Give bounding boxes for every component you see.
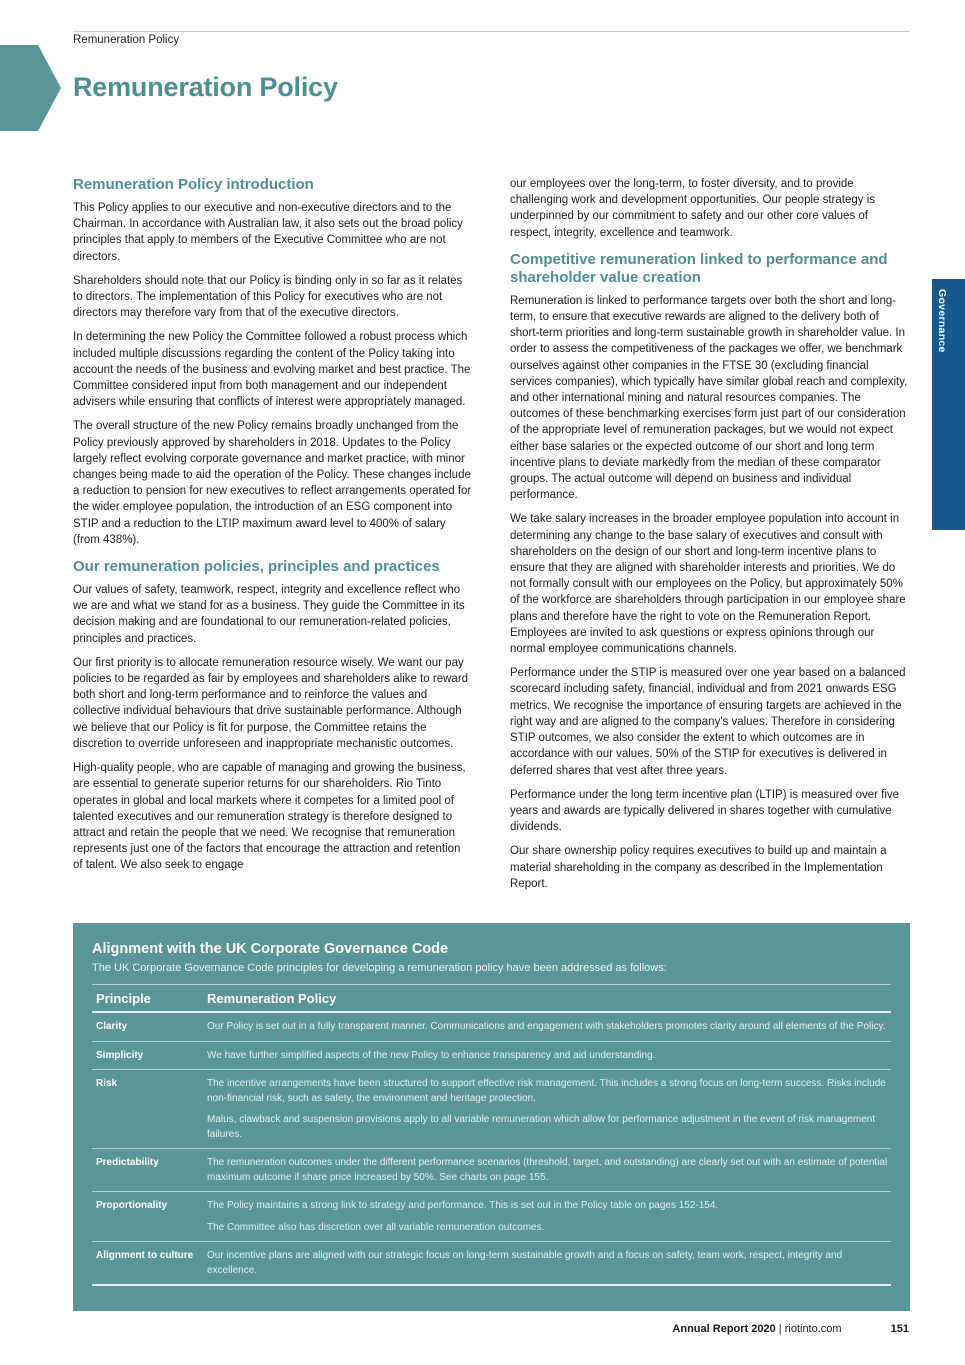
policy-cell: The incentive arrangements have been structured to support effective risk management. This includes a strong focus on long-term success. Risks include non-financial risk, such as safety, the environment and heritage protection.	[207, 1078, 886, 1104]
section-heading: Competitive remuneration linked to performance and shareholder value creation	[510, 250, 888, 286]
policy-cell-extra: The Committee also has discretion over all variable remuneration outcomes.	[207, 1221, 545, 1233]
principle-cell: Risk	[96, 1078, 118, 1089]
principle-cell: Alignment to culture	[96, 1250, 194, 1261]
footer-report-title: Annual Report 2020	[672, 1323, 776, 1335]
header-rule	[73, 31, 910, 32]
paragraph: Shareholders should note that our Policy is binding only in so far as it relates to directors. The implementation of this Policy for executives who are not directors may therefore vary from that of the executive directors.	[73, 274, 463, 320]
policy-cell-extra: Malus, clawback and suspension provisions apply to all variable remuneration which allow for performance adjustment in the event of risk management failures.	[207, 1114, 876, 1140]
table-row	[92, 1192, 891, 1242]
paragraph: In determining the new Policy the Committee followed a robust process which included multiple discussions regarding the content of the Policy taking into account the needs of the business and evolving market and best practice. The Committee considered input from both management and our independent advisers while ensuring that conflicts of interest were appropriately managed.	[73, 331, 471, 409]
paragraph: Our values of safety, teamwork, respect, integrity and excellence reflect who we are and what we stand for as a business. They guide the Committee in its decision making and are foundational to our remuneration-related policies, principles and practices.	[73, 584, 465, 645]
section-tab-governance[interactable]	[932, 279, 965, 530]
box-title: Alignment with the UK Corporate Governance Code	[92, 941, 449, 957]
principle-cell: Simplicity	[96, 1049, 144, 1061]
policy-cell: Our incentive plans are aligned with our strategic focus on long-term sustainable growth and a focus on safety, team work, respect, integrity and excellence.	[207, 1250, 843, 1276]
table-row	[92, 1042, 891, 1071]
page-footer	[672, 1323, 909, 1335]
policy-cell: The Policy maintains a strong link to strategy and performance. This is set out in the Policy table on pages 152-154.	[207, 1200, 719, 1211]
chevron-marker-icon	[0, 45, 61, 131]
column-header-principle: Principle	[96, 991, 151, 1006]
paragraph: The overall structure of the new Policy remains broadly unchanged from the Policy previously approved by shareholders in 2018. Updates to the Policy largely reflect evolving corporate governance and market practice, with minor changes being made to aid the operation of the Policy. These changes include a reduction to pension for new executives to reflect arrangements operated for the wider employee population, the introduction of an ESG component into STIP and a reduction to the LTIP maximum award level to 400% of salary (from 438%).	[73, 420, 472, 546]
table-row	[92, 1013, 891, 1042]
section-heading: Remuneration Policy introduction	[73, 176, 314, 193]
principle-cell: Predictability	[96, 1157, 159, 1168]
paragraph: Our share ownership policy requires executives to build up and maintain a material shareholding in the company as described in the Implementation Report.	[510, 845, 887, 890]
section-heading: Our remuneration policies, principles and practices	[73, 558, 440, 576]
paragraph: Performance under the STIP is measured over one year based on a balanced scorecard including safety, financial, individual and from 2021 onwards ESG metrics. We recognise the importance of ensuring targets are achieved in the right way and are aligned to the company's values. Therefore in considering STIP outcomes, we also consider the extent to which outcomes are in accordance with our values. 50% of the STIP for executives is delivered in deferred shares that vest after three years.	[510, 667, 906, 777]
column-header-policy: Remuneration Policy	[207, 991, 337, 1006]
paragraph: our employees over the long-term, to foster diversity, and to provide challenging work and development opportunities. Our people strategy is underpinned by our commitment to safety and our other core values of respect, integrity, excellence and teamwork.	[510, 178, 876, 239]
table-row	[92, 1149, 891, 1192]
table-row	[92, 1070, 891, 1149]
box-intro: The UK Corporate Governance Code principles for developing a remuneration policy have been addressed as follows:	[92, 962, 667, 974]
principles-table	[92, 984, 891, 1286]
left-column	[73, 176, 473, 874]
right-column	[510, 176, 910, 892]
table-header-row	[92, 985, 891, 1013]
page-number: 151	[890, 1323, 909, 1335]
paragraph: We take salary increases in the broader employee population into account in determining any change to the base salary of executives and consult with shareholders on the design of our short and long-term incentive plans to ensure that they are aligned with shareholder interests and priorities. We do not formally consult with our employees on the Policy, but approximately 50% of the workforce are shareholders through participation in our employee share plans and therefore have the right to vote on the Remuneration Report. Employees are invited to ask questions or express opinions through our normal employee communications channels.	[510, 513, 906, 656]
principle-cell: Proportionality	[96, 1200, 168, 1211]
running-head: Remuneration Policy	[73, 34, 180, 46]
section-tab-label: Governance	[936, 289, 948, 353]
paragraph: Performance under the long term incentive plan (LTIP) is measured over five years and awards are typically delivered in shares together with cumulative dividends.	[510, 788, 900, 834]
table-row	[92, 1242, 891, 1286]
paragraph: Our first priority is to allocate remuneration resource wisely. We want our pay policies to be regarded as fair by employees and shareholders alike to reward both short and long-term performance and to reinforce the values and collective individual behaviours that drive sustainable performance. Although we believe that our Policy is fit for purpose, the Committee retains the discretion to override unforeseen and inappropriate mechanistic outcomes.	[73, 656, 469, 750]
paragraph: This Policy applies to our executive and non-executive directors and to the Chairman. In accordance with Australian law, it also sets out the broad policy principles that apply to members of the Executive Committee who are not directors.	[73, 202, 463, 263]
policy-cell: The remuneration outcomes under the different performance scenarios (threshold, target, and outstanding) are clearly set out with an estimate of potential maximum outcome if share price increased by 50%. See charts on page 155.	[207, 1157, 888, 1183]
paragraph: Remuneration is linked to performance targets over both the short and long-term, to ensure that executive rewards are aligned to the delivery both of short-term priorities and long-term sustainable growth in shareholder value. In order to assess the competitiveness of the packages we offer, we benchmark ourselves against other companies in the FTSE 30 (excluding financial services companies), which typically have similar global reach and complexity, and other international mining and natural resources companies. The outcomes of these benchmarking exercises form just part of our consideration of the appropriate level of remuneration packages, but we would not expect either base salaries or the expected outcome of our short and long term incentive plans to deviate markedly from the median of these comparator groups. The actual outcome will depend on business and individual performance.	[510, 294, 908, 502]
footer-site-link[interactable]: riotinto.com	[784, 1323, 842, 1335]
footer-separator: |	[778, 1323, 782, 1335]
policy-cell: Our Policy is set out in a fully transparent manner. Communications and engagement with stakeholders promotes clarity around all elements of the Policy.	[207, 1021, 886, 1032]
paragraph: High-quality people, who are capable of managing and growing the business, are essential to generate superior returns for our shareholders. Rio Tinto operates in global and local markets where it competes for a limited pool of talented executives and our remuneration strategy is therefore designed to attract and retain the people that we need. We recognise that remuneration represents just one of the factors that encourage the attraction and retention of talent. We also seek to engage	[73, 762, 466, 872]
page-title: Remuneration Policy	[73, 72, 338, 102]
governance-code-box	[73, 923, 910, 1311]
policy-cell: We have further simplified aspects of the new Policy to enhance transparency and aid understanding.	[207, 1049, 656, 1061]
principle-cell: Clarity	[96, 1021, 128, 1032]
